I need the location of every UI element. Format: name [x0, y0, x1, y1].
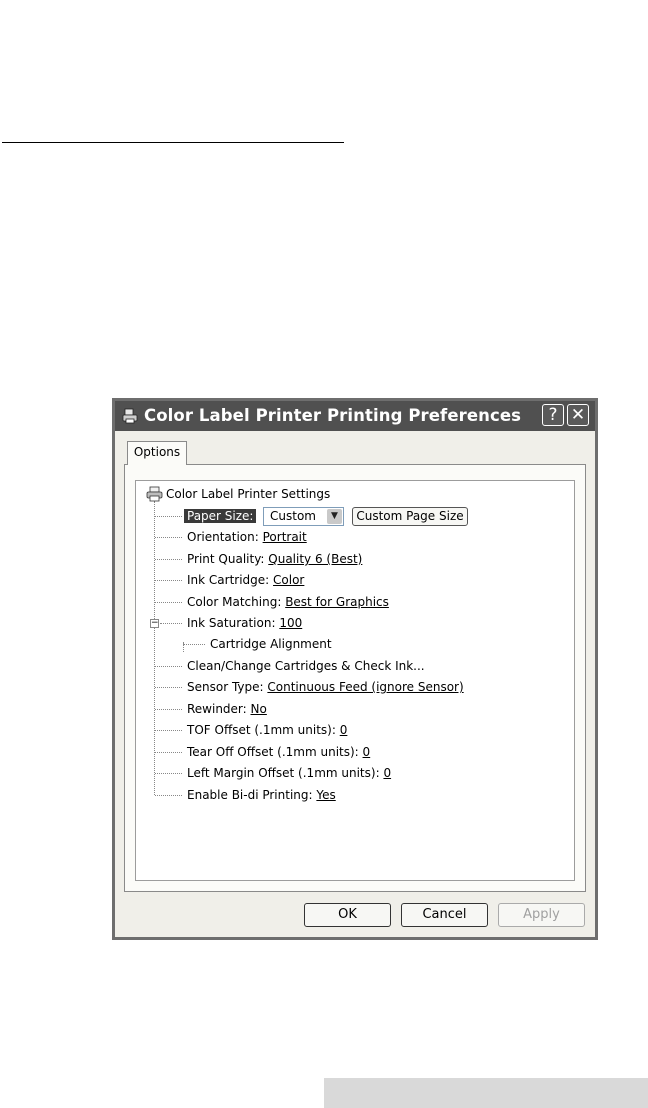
tree-item-ink-cartridge[interactable]	[187, 571, 304, 589]
tree-connector	[155, 666, 182, 667]
horizontal-rule	[2, 142, 344, 143]
tree-item-tear-off-offset[interactable]	[187, 743, 370, 761]
tree-connector	[154, 501, 155, 795]
item-value[interactable]: 100	[279, 616, 303, 630]
paper-size-label: Paper Size:	[184, 509, 256, 523]
settings-tree[interactable]	[135, 480, 575, 881]
tree-root[interactable]: Color Label Printer Settings	[166, 487, 331, 501]
tree-connector	[155, 559, 182, 560]
tree-item-bidi-printing[interactable]	[187, 786, 336, 804]
tree-connector	[155, 709, 182, 710]
footer-bar	[324, 1078, 648, 1108]
close-button[interactable]: ✕	[567, 404, 589, 426]
tree-item-clean-change-cartridges[interactable]: Clean/Change Cartridges & Check Ink...	[187, 659, 425, 673]
item-label: Orientation:	[187, 530, 263, 544]
item-value[interactable]: 0	[339, 723, 348, 737]
help-button[interactable]: ?	[542, 404, 564, 426]
tree-item-cartridge-alignment[interactable]: Cartridge Alignment	[210, 637, 332, 651]
title-bar[interactable]	[115, 401, 595, 431]
tree-item-ink-saturation[interactable]	[187, 614, 302, 632]
tree-connector	[155, 580, 182, 581]
paper-size-value: Custom	[270, 509, 316, 523]
printer-icon	[121, 407, 139, 425]
item-label: Print Quality:	[187, 552, 269, 566]
tree-item-sensor-type[interactable]	[187, 678, 464, 696]
item-value[interactable]: Yes	[316, 788, 336, 802]
item-value[interactable]: Continuous Feed (ignore Sensor)	[267, 680, 464, 694]
cancel-button[interactable]: Cancel	[401, 903, 488, 927]
tree-item-tof-offset[interactable]	[187, 721, 347, 739]
tree-connector	[160, 623, 182, 624]
tree-connector	[155, 516, 182, 517]
item-value[interactable]: No	[250, 702, 267, 716]
tree-item-paper-size[interactable]	[184, 507, 256, 525]
item-value[interactable]: Best for Graphics	[285, 595, 389, 609]
item-value[interactable]: Portrait	[262, 530, 307, 544]
custom-page-size-button[interactable]: Custom Page Size	[352, 507, 468, 526]
apply-button[interactable]: Apply	[498, 903, 585, 927]
item-label: Sensor Type:	[187, 680, 268, 694]
item-value[interactable]: 0	[362, 745, 371, 759]
item-value[interactable]: 0	[383, 766, 392, 780]
printing-preferences-dialog	[112, 398, 598, 940]
tree-item-print-quality[interactable]	[187, 550, 362, 568]
paper-size-combo[interactable]	[263, 507, 344, 526]
item-label: Tear Off Offset (.1mm units):	[187, 745, 363, 759]
item-value[interactable]: Color	[273, 573, 305, 587]
tab-options[interactable]: Options	[127, 441, 187, 465]
item-label: Ink Cartridge:	[187, 573, 274, 587]
dialog-client-area	[115, 431, 595, 937]
tree-connector	[155, 687, 182, 688]
tree-item-left-margin-offset[interactable]	[187, 764, 391, 782]
ok-button[interactable]: OK	[304, 903, 391, 927]
chevron-down-icon[interactable]: ▼	[327, 509, 342, 524]
dialog-title: Color Label Printer Printing Preferences	[144, 406, 522, 425]
item-label: Ink Saturation:	[187, 616, 280, 630]
tree-connector	[155, 752, 182, 753]
item-label: Rewinder:	[187, 702, 251, 716]
tree-item-rewinder[interactable]	[187, 700, 267, 718]
printer-settings-icon	[146, 486, 164, 502]
tree-connector	[155, 730, 182, 731]
item-value[interactable]: Quality 6 (Best)	[268, 552, 363, 566]
item-label: TOF Offset (.1mm units):	[187, 723, 340, 737]
collapse-icon[interactable]: −	[151, 618, 159, 628]
tree-connector	[155, 773, 182, 774]
item-label: Left Margin Offset (.1mm units):	[187, 766, 384, 780]
item-label: Enable Bi-di Printing:	[187, 788, 317, 802]
tree-item-orientation[interactable]	[187, 528, 307, 546]
tree-connector	[183, 644, 205, 645]
tree-item-color-matching[interactable]	[187, 593, 389, 611]
tree-connector	[155, 602, 182, 603]
item-label: Color Matching:	[187, 595, 286, 609]
tree-connector	[155, 537, 182, 538]
tree-connector	[155, 795, 182, 796]
